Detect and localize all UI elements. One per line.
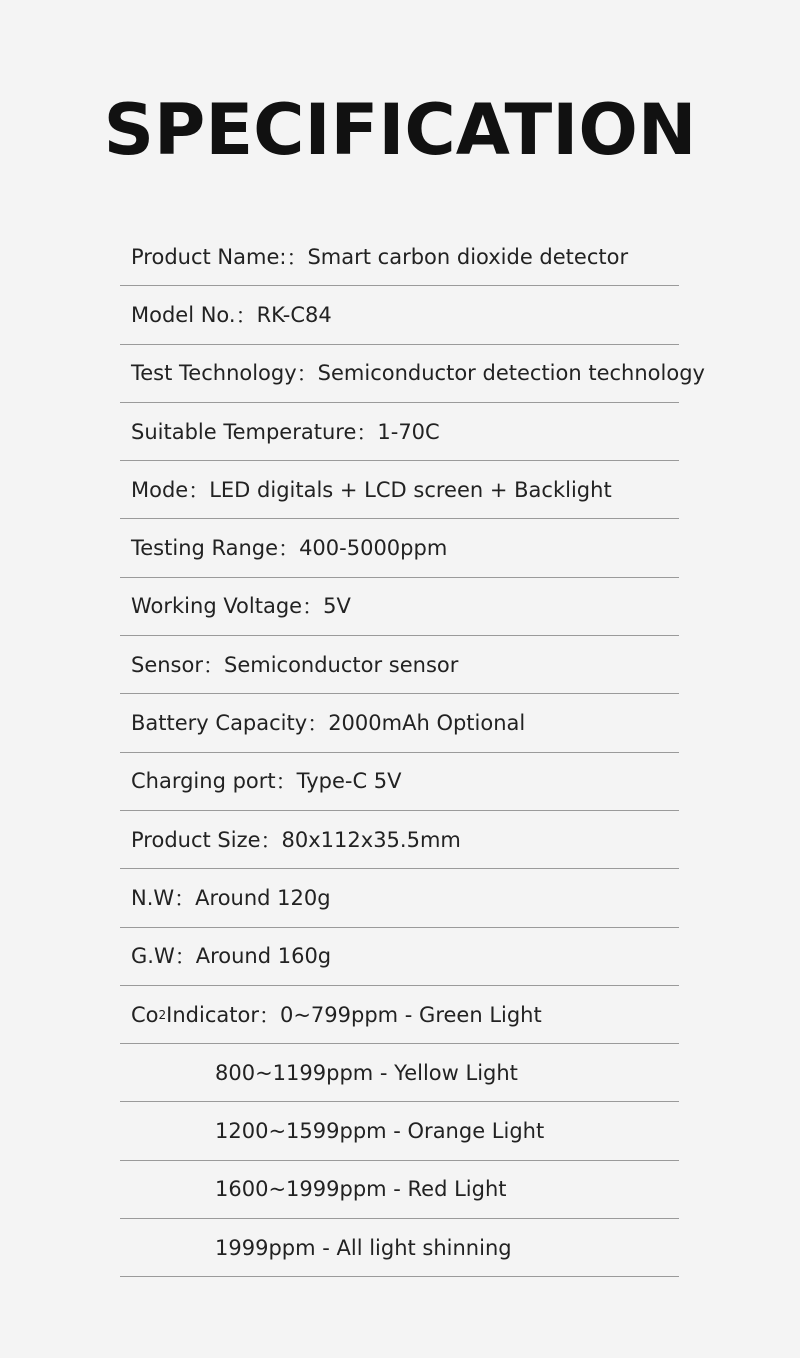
spec-separator: ： xyxy=(235,303,257,328)
spec-value: Type-C 5V xyxy=(296,769,402,794)
spec-separator: ： xyxy=(258,1003,280,1028)
spec-label: Testing Range xyxy=(131,536,279,561)
spec-row-working-voltage xyxy=(120,578,679,636)
spec-row-test-technology xyxy=(120,345,705,403)
co2-label-rest: Indicator xyxy=(166,1002,259,1027)
co2-level: 0~799ppm - Green Light xyxy=(279,1002,542,1027)
spec-label: Model No. xyxy=(131,302,236,327)
spec-label: N.W xyxy=(131,885,175,910)
co2-level: 800~1199ppm - Yellow Light xyxy=(215,1060,518,1085)
co2-level-row xyxy=(120,1102,679,1160)
spec-row-model-no xyxy=(120,286,679,344)
co2-level-row xyxy=(120,1219,679,1277)
spec-label: Product Size xyxy=(131,827,261,852)
spec-value: Smart carbon dioxide detector xyxy=(307,244,629,269)
spec-label: Test Technology xyxy=(131,361,297,386)
spec-value: 5V xyxy=(323,594,351,619)
spec-value: 400-5000ppm xyxy=(299,536,448,561)
spec-separator: ： xyxy=(286,245,308,270)
spec-row-product-name xyxy=(120,228,679,286)
spec-row-battery-capacity xyxy=(120,694,679,752)
spec-row-gross-weight xyxy=(120,928,679,986)
spec-value: Around 160g xyxy=(195,944,332,969)
co2-level-row xyxy=(120,1161,679,1219)
spec-separator: ： xyxy=(260,828,282,853)
spec-separator: ： xyxy=(278,537,300,562)
spec-value: Around 120g xyxy=(195,885,331,910)
spec-list xyxy=(120,228,705,1277)
spec-value: RK-C84 xyxy=(256,302,332,327)
co2-level: 1999ppm - All light shinning xyxy=(215,1235,512,1260)
spec-separator: ： xyxy=(188,478,210,503)
spec-separator: ： xyxy=(356,420,378,445)
co2-level: 1200~1599ppm - Orange Light xyxy=(215,1119,545,1144)
spec-row-mode xyxy=(120,461,679,519)
co2-level-row xyxy=(120,1044,679,1102)
spec-label: Charging port xyxy=(131,769,276,794)
spec-row-testing-range xyxy=(120,519,679,577)
spec-value: Semiconductor detection technology xyxy=(317,361,705,386)
spec-label: Mode xyxy=(131,477,189,502)
spec-label: Suitable Temperature xyxy=(131,419,357,444)
spec-label: Battery Capacity xyxy=(131,711,308,736)
spec-label: Product Name: xyxy=(131,244,287,269)
spec-separator: ： xyxy=(174,886,196,911)
co2-level: 1600~1999ppm - Red Light xyxy=(215,1177,507,1202)
spec-row-charging-port xyxy=(120,753,679,811)
page-title: SPECIFICATION xyxy=(103,89,697,171)
spec-value: LED digitals + LCD screen + Backlight xyxy=(209,477,612,502)
spec-value: 2000mAh Optional xyxy=(328,711,526,736)
spec-separator: ： xyxy=(202,653,224,678)
spec-row-co2-indicator xyxy=(120,986,679,1044)
spec-row-suitable-temperature xyxy=(120,403,679,461)
spec-separator: ： xyxy=(307,712,329,737)
spec-value: 1-70C xyxy=(377,419,440,444)
spec-value: Semiconductor sensor xyxy=(223,652,459,677)
spec-label: G.W xyxy=(131,944,175,969)
spec-row-net-weight xyxy=(120,869,679,927)
spec-separator: ： xyxy=(174,945,196,970)
spec-value: 80x112x35.5mm xyxy=(281,827,461,852)
spec-separator: ： xyxy=(302,595,324,620)
spec-separator: ： xyxy=(275,770,297,795)
spec-row-product-size xyxy=(120,811,679,869)
spec-label: Working Voltage xyxy=(131,594,303,619)
spec-label: Sensor xyxy=(131,652,203,677)
spec-row-sensor xyxy=(120,636,679,694)
co2-label-subscript: 2 xyxy=(158,1007,167,1022)
spec-separator: ： xyxy=(296,362,318,387)
co2-label-main: Co xyxy=(131,1002,159,1027)
